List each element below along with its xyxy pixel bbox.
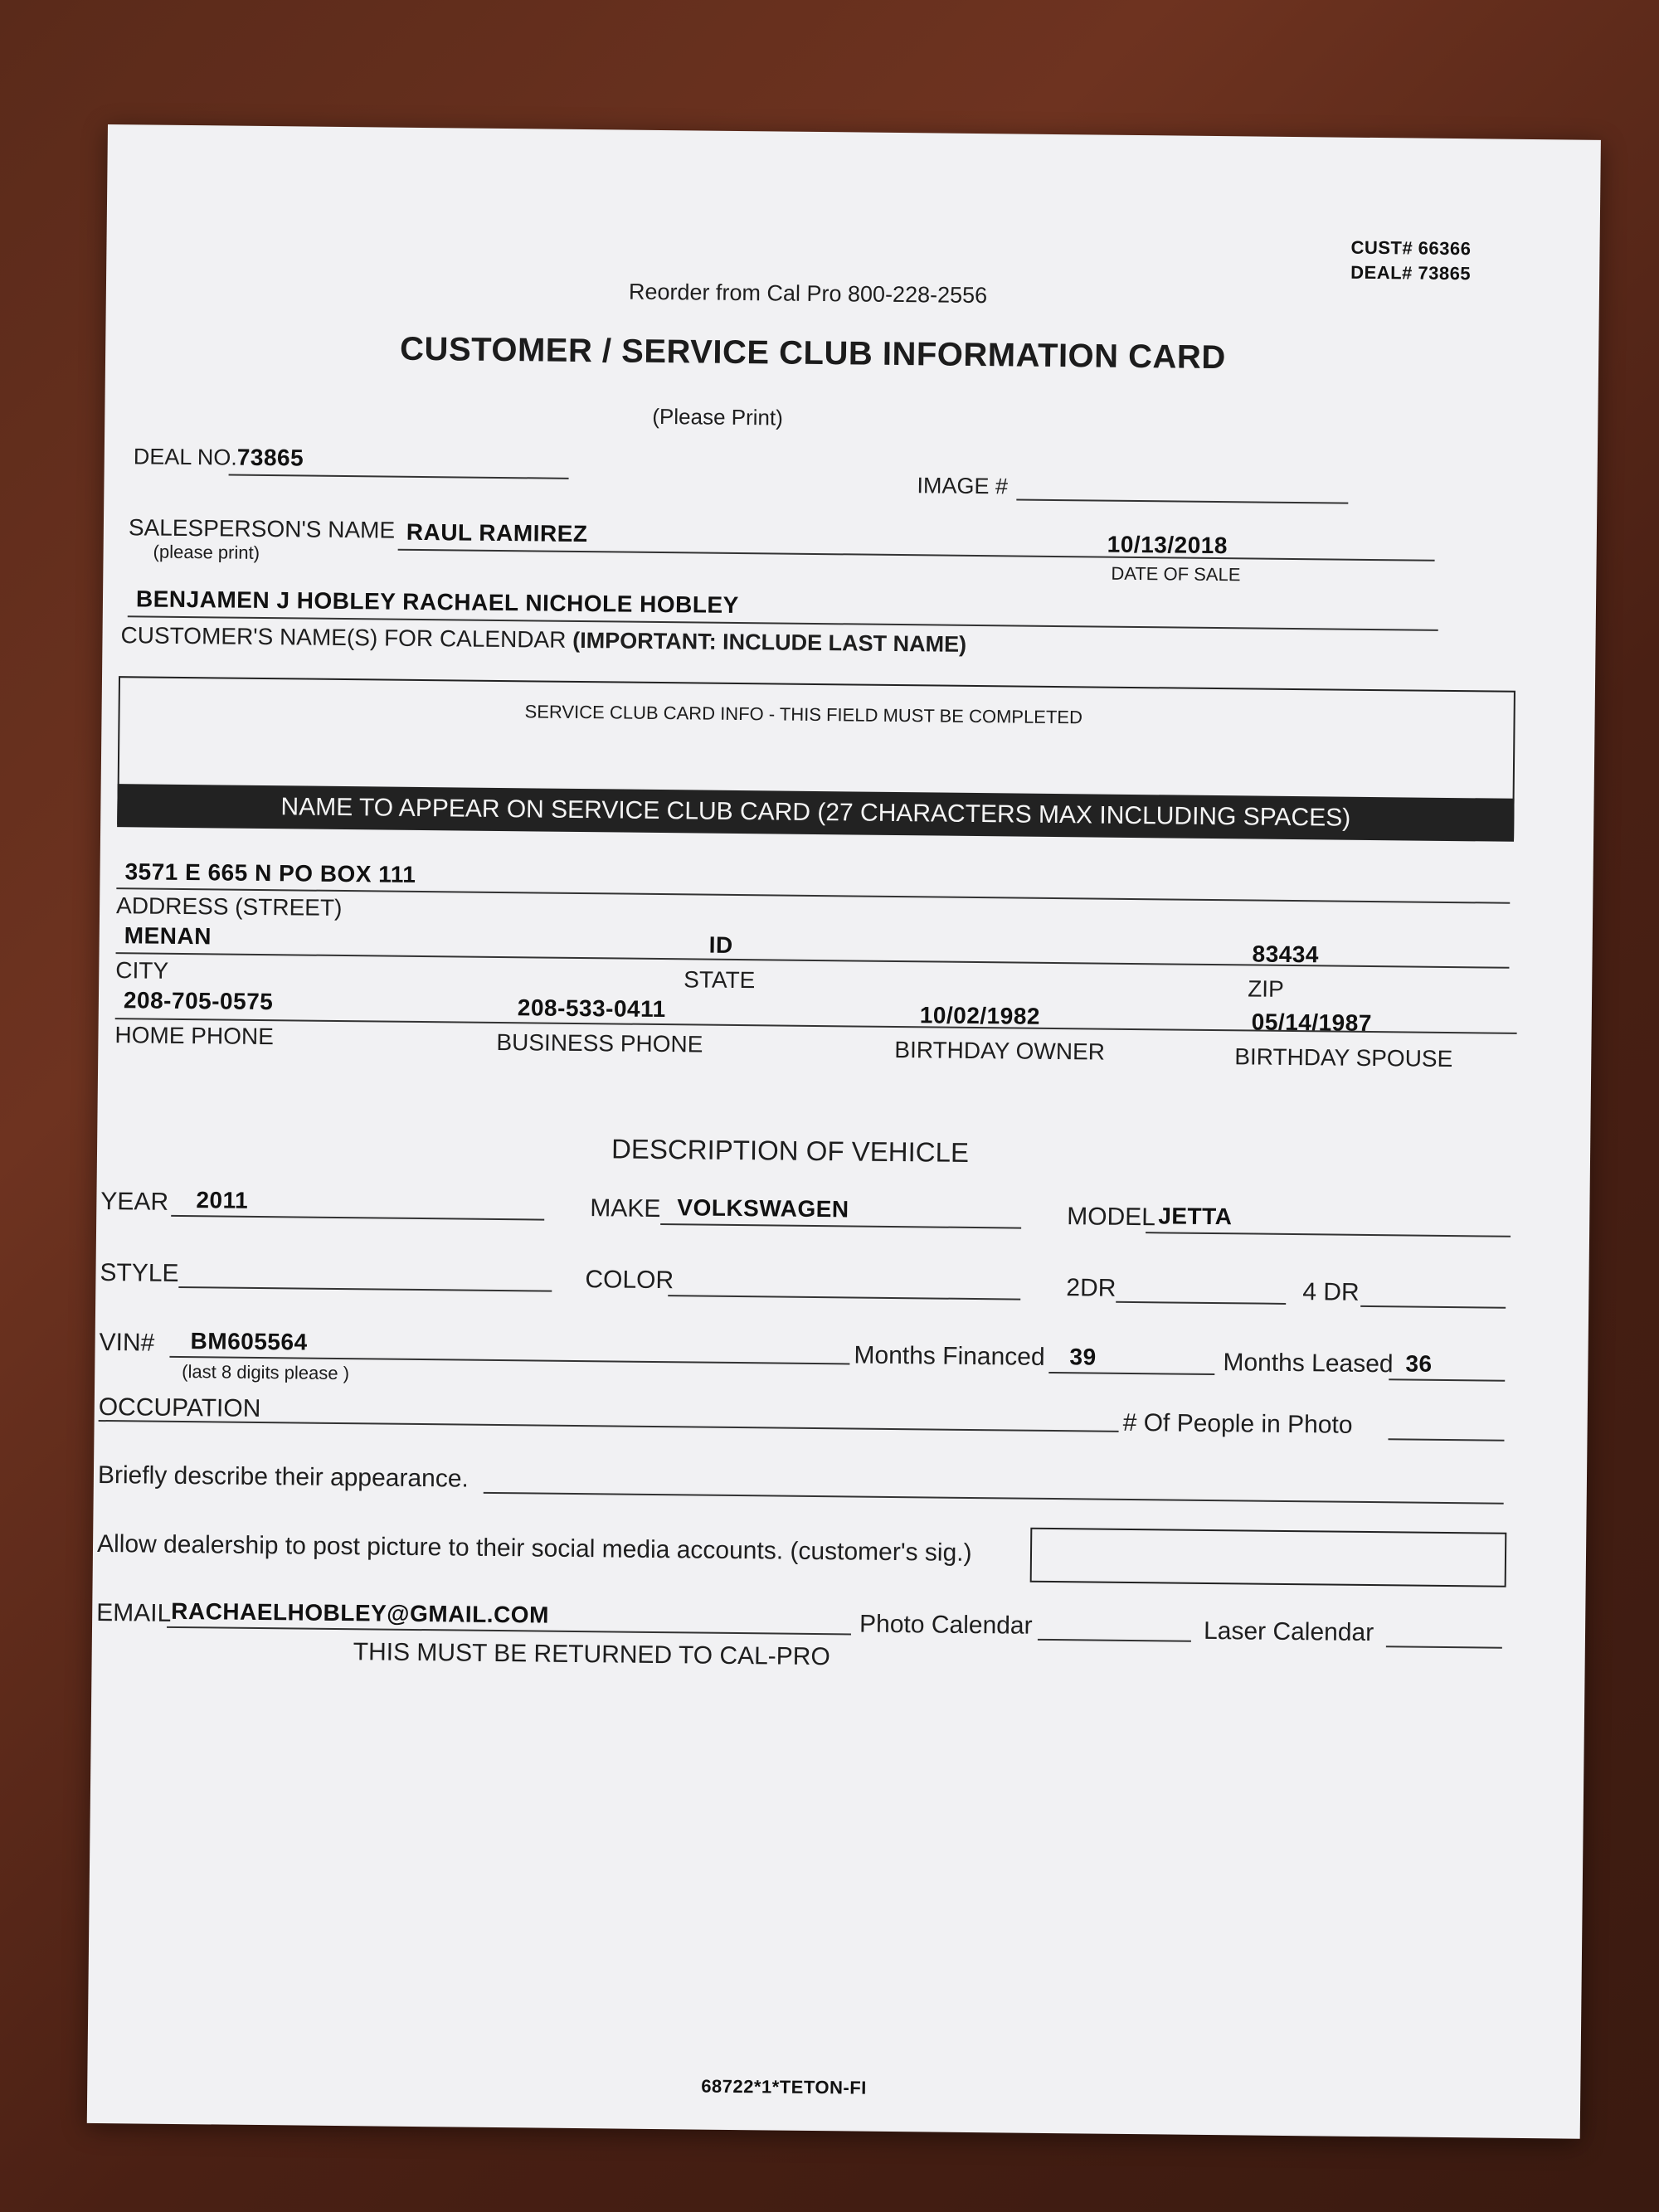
color-line[interactable]: [668, 1295, 1020, 1300]
deal-no-line: [229, 474, 569, 479]
social-media-signature-box[interactable]: [1030, 1528, 1507, 1587]
state-value[interactable]: ID: [708, 931, 733, 958]
vin-hint: (last 8 digits please ): [182, 1361, 350, 1384]
zip-label: ZIP: [1248, 975, 1284, 1002]
street-label: ADDRESS (STREET): [115, 892, 343, 921]
customer-names-value[interactable]: BENJAMEN J HOBLEY RACHAEL NICHOLE HOBLEY: [135, 586, 739, 618]
please-print: (Please Print): [652, 403, 783, 430]
style-label: STYLE: [100, 1258, 179, 1287]
date-of-sale-label: DATE OF SALE: [1111, 562, 1241, 586]
photo-calendar-line[interactable]: [1038, 1639, 1191, 1642]
occupation-line[interactable]: [99, 1420, 1119, 1432]
people-in-photo-label: # Of People in Photo: [1122, 1408, 1353, 1439]
zip-value[interactable]: 83434: [1252, 941, 1320, 968]
model-value[interactable]: JETTA: [1158, 1203, 1233, 1230]
salesperson-line: [398, 549, 1435, 562]
footer-code: 68722*1*TETON-FI: [701, 2075, 867, 2098]
city-label: CITY: [115, 957, 169, 984]
months-leased-label: Months Leased: [1223, 1349, 1394, 1378]
make-value[interactable]: VOLKSWAGEN: [677, 1194, 849, 1223]
color-label: COLOR: [585, 1266, 674, 1295]
birthday-owner-value[interactable]: 10/02/1982: [919, 1002, 1041, 1029]
email-value[interactable]: RACHAELHOBLEY@GMAIL.COM: [171, 1597, 550, 1628]
two-dr-line[interactable]: [1116, 1301, 1286, 1305]
image-label: IMAGE #: [917, 473, 1009, 499]
salesperson-label: SALESPERSON'S NAME: [128, 514, 396, 543]
months-leased-value[interactable]: 36: [1405, 1350, 1433, 1377]
image-line[interactable]: [1016, 498, 1348, 503]
make-line: [660, 1223, 1021, 1229]
social-media-label: Allow dealership to post picture to their social media accounts. (customer's sig.): [96, 1529, 972, 1568]
business-phone-label: BUSINESS PHONE: [496, 1028, 703, 1057]
salesperson-value[interactable]: RAUL RAMIREZ: [406, 518, 588, 547]
vehicle-section-title: DESCRIPTION OF VEHICLE: [611, 1133, 970, 1168]
service-club-banner: NAME TO APPEAR ON SERVICE CLUB CARD (27 CHARACTERS MAX INCLUDING SPACES): [117, 784, 1514, 842]
appearance-line[interactable]: [484, 1492, 1504, 1505]
four-dr-line[interactable]: [1360, 1305, 1506, 1309]
four-dr-label: 4 DR: [1302, 1278, 1360, 1306]
city-value[interactable]: MENAN: [124, 922, 212, 950]
form-title: CUSTOMER / SERVICE CLUB INFORMATION CARD: [399, 330, 1226, 377]
date-of-sale-value[interactable]: 10/13/2018: [1107, 531, 1228, 559]
laser-calendar-line[interactable]: [1386, 1646, 1502, 1648]
return-note: THIS MUST BE RETURNED TO CAL-PRO: [353, 1638, 830, 1671]
model-line: [1146, 1232, 1511, 1237]
style-line[interactable]: [178, 1286, 552, 1292]
business-phone-value[interactable]: 208-533-0411: [517, 994, 666, 1023]
home-phone-value[interactable]: 208-705-0575: [123, 987, 274, 1015]
appearance-label: Briefly describe their appearance.: [97, 1461, 469, 1493]
year-value[interactable]: 2011: [196, 1187, 249, 1213]
form-sheet: [87, 124, 1601, 2139]
deal-no-value[interactable]: 73865: [236, 444, 304, 471]
people-in-photo-line[interactable]: [1388, 1438, 1504, 1441]
customer-names-label: CUSTOMER'S NAME(S) FOR CALENDAR (IMPORTANT: INCLUDE LAST NAME): [120, 622, 967, 657]
street-value[interactable]: 3571 E 665 N PO BOX 111: [124, 858, 416, 887]
vin-label: VIN#: [99, 1328, 155, 1357]
birthday-owner-label: BIRTHDAY OWNER: [894, 1036, 1106, 1065]
months-financed-value[interactable]: 39: [1069, 1344, 1097, 1370]
birthday-spouse-label: BIRTHDAY SPOUSE: [1234, 1043, 1453, 1072]
months-leased-line: [1389, 1378, 1505, 1381]
model-label: MODEL: [1067, 1203, 1156, 1232]
months-financed-label: Months Financed: [854, 1341, 1045, 1371]
deal-no-label: DEAL NO.: [133, 444, 238, 470]
cust-number: CUST# 66366: [1350, 236, 1472, 260]
email-label: EMAIL: [96, 1598, 172, 1627]
months-financed-line: [1048, 1372, 1214, 1375]
birthday-spouse-value[interactable]: 05/14/1987: [1251, 1009, 1373, 1037]
photo-calendar-label: Photo Calendar: [859, 1610, 1033, 1640]
laser-calendar-label: Laser Calendar: [1203, 1616, 1374, 1647]
vin-value[interactable]: BM605564: [190, 1328, 308, 1355]
year-line: [171, 1215, 544, 1221]
year-label: YEAR: [100, 1187, 169, 1216]
reorder-note: Reorder from Cal Pro 800-228-2556: [628, 279, 988, 309]
deal-number-top: DEAL# 73865: [1350, 261, 1472, 284]
state-label: STATE: [684, 966, 756, 994]
home-phone-label: HOME PHONE: [114, 1022, 275, 1050]
occupation-label: OCCUPATION: [98, 1393, 261, 1423]
salesperson-hint: (please print): [153, 541, 260, 563]
make-label: MAKE: [590, 1194, 661, 1223]
two-dr-label: 2DR: [1066, 1274, 1117, 1302]
service-club-info: SERVICE CLUB CARD INFO - THIS FIELD MUST BE COMPLETED: [524, 701, 1083, 728]
